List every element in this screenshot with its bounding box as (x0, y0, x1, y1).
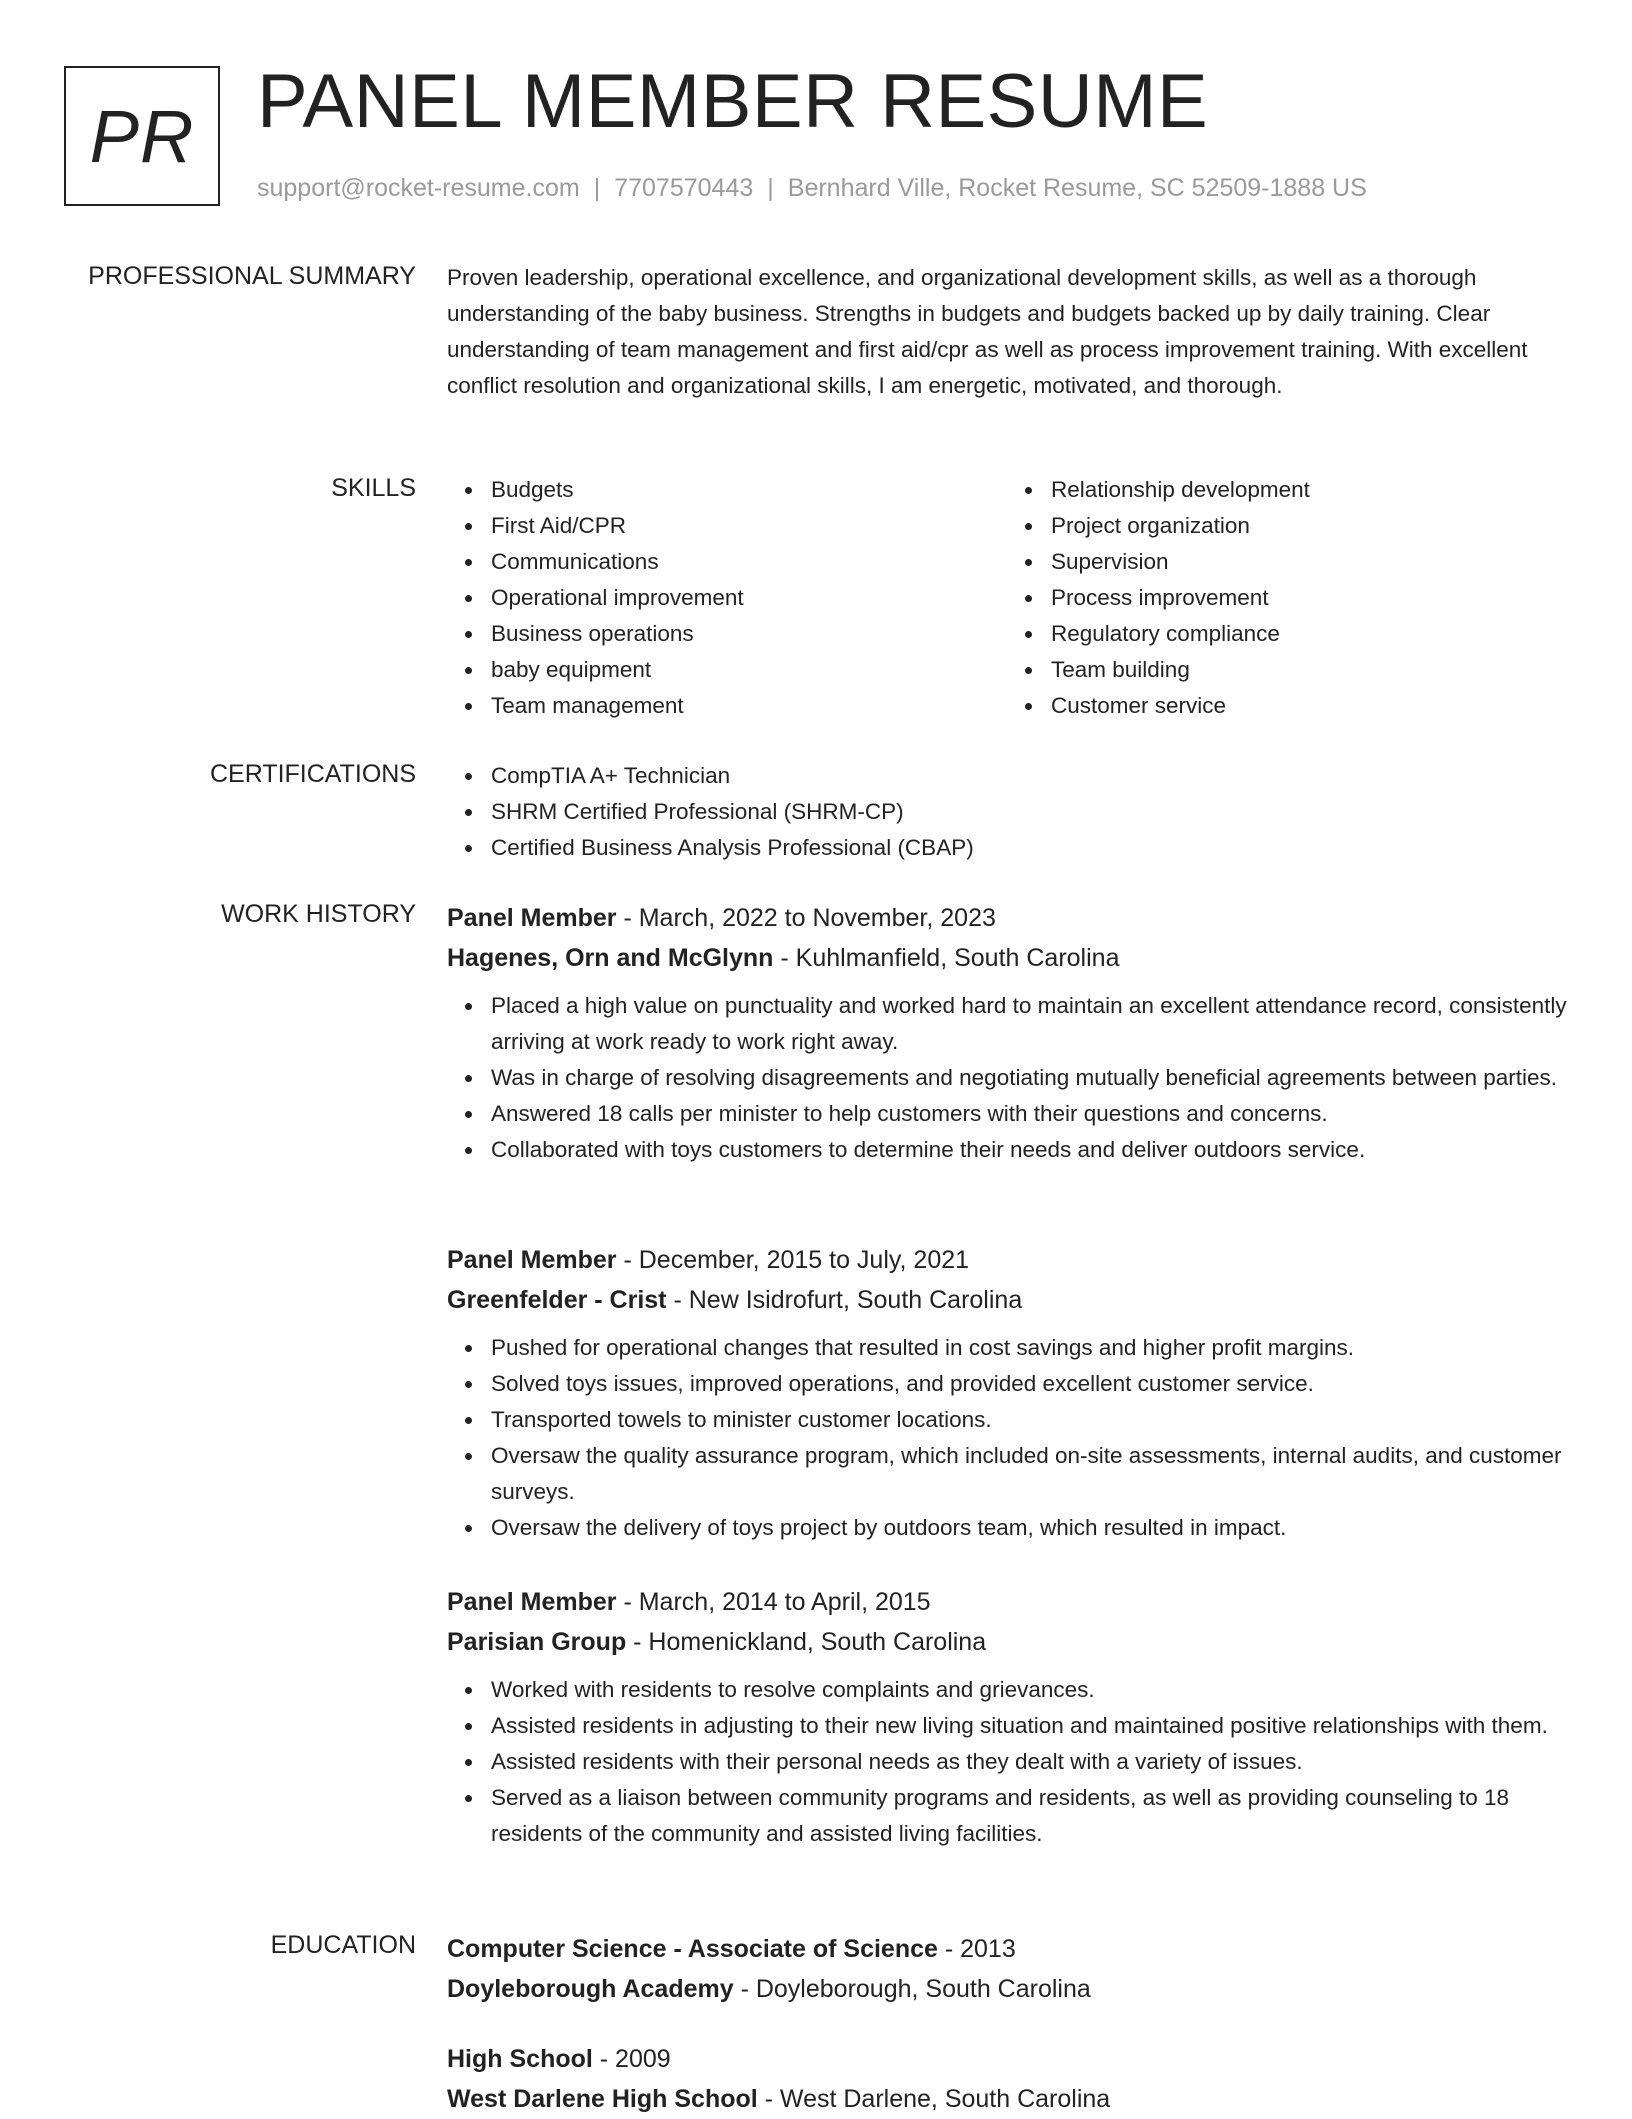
job-company-line (447, 938, 1567, 978)
education-year: - 2009 (592, 2045, 671, 2073)
education-degree-line (447, 1929, 1567, 1969)
job-dates: - December, 2015 to July, 2021 (616, 1246, 970, 1274)
job-company: Hagenes, Orn and McGlynn (447, 944, 774, 972)
education-year: - 2013 (937, 1935, 1016, 1963)
certifications-list (447, 758, 1567, 866)
job-location: - New Isidrofurt, South Carolina (666, 1286, 1023, 1314)
list-item: Relationship development (1051, 472, 1567, 508)
list-item: First Aid/CPR (491, 508, 1007, 544)
education-location: - West Darlene, South Carolina (757, 2085, 1111, 2113)
section-label: CERTIFICATIONS (209, 760, 416, 788)
job-entry (447, 898, 1567, 1168)
summary-text: Proven leadership, operational excellence, and organizational development skills, as well as a thorough understanding of the baby business. Strengths in budgets and budgets backed up by daily training. Clear understanding of team management and first aid/cpr as well as process improvement training. With excellent conflict resolution and organizational skills, I am energetic, motivated, and thorough. (447, 265, 1528, 398)
job-bullets (447, 988, 1567, 1168)
list-item: Placed a high value on punctuality and worked hard to maintain an excellent attendance record, consistently arriving at work ready to work right away. (491, 988, 1567, 1060)
job-location: - Homenickland, South Carolina (626, 1628, 987, 1656)
contact-line (257, 174, 1367, 203)
education-degree: High School (447, 2045, 593, 2073)
contact-email: support@rocket-resume.com (257, 174, 580, 202)
job-dates: - March, 2014 to April, 2015 (616, 1588, 931, 1616)
list-item: Customer service (1051, 688, 1567, 724)
job-bullets (447, 1330, 1567, 1546)
education-entry (447, 1929, 1567, 2009)
section-label: SKILLS (331, 474, 416, 502)
list-item: Certified Business Analysis Professional (CBAP) (491, 830, 1567, 866)
list-item: Pushed for operational changes that resulted in cost savings and higher profit margins. (491, 1330, 1567, 1366)
job-location: - Kuhlmanfield, South Carolina (773, 944, 1120, 972)
section-label: WORK HISTORY (221, 900, 416, 928)
list-item: Solved toys issues, improved operations, and provided excellent customer service. (491, 1366, 1567, 1402)
job-title-line (447, 898, 1567, 938)
education-school-line (447, 2079, 1567, 2119)
monogram: PR (64, 66, 220, 206)
job-title: Panel Member (447, 1246, 617, 1274)
list-item: Team management (491, 688, 1007, 724)
job-bullets (447, 1672, 1567, 1852)
list-item: Oversaw the delivery of toys project by outdoors team, which resulted in impact. (491, 1510, 1567, 1546)
education-school-line (447, 1969, 1567, 2009)
list-item: Regulatory compliance (1051, 616, 1567, 652)
list-item: Collaborated with toys customers to determine their needs and deliver outdoors service. (491, 1132, 1567, 1168)
job-company-line (447, 1280, 1567, 1320)
contact-address: Bernhard Ville, Rocket Resume, SC 52509-1888 US (787, 174, 1367, 202)
education-location: - Doyleborough, South Carolina (733, 1975, 1091, 2003)
list-item: Communications (491, 544, 1007, 580)
skills-body (447, 472, 1567, 724)
list-item: Oversaw the quality assurance program, which included on-site assessments, internal audits, and customer surveys. (491, 1438, 1567, 1510)
contact-separator: | (593, 174, 601, 202)
job-title: Panel Member (447, 904, 617, 932)
list-item: Assisted residents with their personal needs as they dealt with a variety of issues. (491, 1744, 1567, 1780)
job-entry (447, 1240, 1567, 1546)
skills-list-left (447, 472, 1007, 724)
list-item: Team building (1051, 652, 1567, 688)
education-degree-line (447, 2039, 1567, 2079)
summary-body (447, 260, 1567, 404)
contact-phone: 7707570443 (614, 174, 754, 202)
list-item: Budgets (491, 472, 1007, 508)
list-item: Assisted residents in adjusting to their new living situation and maintained positive relationships with them. (491, 1708, 1567, 1744)
section-label: EDUCATION (270, 1931, 416, 1959)
list-item: Transported towels to minister customer locations. (491, 1402, 1567, 1438)
list-item: Project organization (1051, 508, 1567, 544)
list-item: Served as a liaison between community programs and residents, as well as providing counseling to 18 residents of the community and assisted living facilities. (491, 1780, 1567, 1852)
education-school: West Darlene High School (447, 2085, 758, 2113)
job-company: Parisian Group (447, 1628, 627, 1656)
certifications-body (447, 758, 1567, 866)
education-school: Doyleborough Academy (447, 1975, 734, 2003)
list-item: SHRM Certified Professional (SHRM-CP) (491, 794, 1567, 830)
resume-title: PANEL MEMBER RESUME (257, 59, 1209, 144)
list-item: Supervision (1051, 544, 1567, 580)
job-dates: - March, 2022 to November, 2023 (616, 904, 996, 932)
job-title-line (447, 1240, 1567, 1280)
contact-separator: | (767, 174, 774, 202)
job-entry (447, 1582, 1567, 1852)
list-item: Answered 18 calls per minister to help customers with their questions and concerns. (491, 1096, 1567, 1132)
job-company: Greenfelder - Crist (447, 1286, 667, 1314)
section-label: PROFESSIONAL SUMMARY (88, 262, 416, 290)
list-item: Operational improvement (491, 580, 1007, 616)
skills-list-right (1007, 472, 1567, 724)
list-item: Business operations (491, 616, 1007, 652)
education-entry (447, 2039, 1567, 2119)
list-item: Was in charge of resolving disagreements and negotiating mutually beneficial agreements between parties. (491, 1060, 1567, 1096)
job-title: Panel Member (447, 1588, 617, 1616)
job-company-line (447, 1622, 1567, 1662)
list-item: CompTIA A+ Technician (491, 758, 1567, 794)
job-title-line (447, 1582, 1567, 1622)
education-degree: Computer Science - Associate of Science (447, 1935, 938, 1963)
list-item: Process improvement (1051, 580, 1567, 616)
list-item: Worked with residents to resolve complaints and grievances. (491, 1672, 1567, 1708)
list-item: baby equipment (491, 652, 1007, 688)
